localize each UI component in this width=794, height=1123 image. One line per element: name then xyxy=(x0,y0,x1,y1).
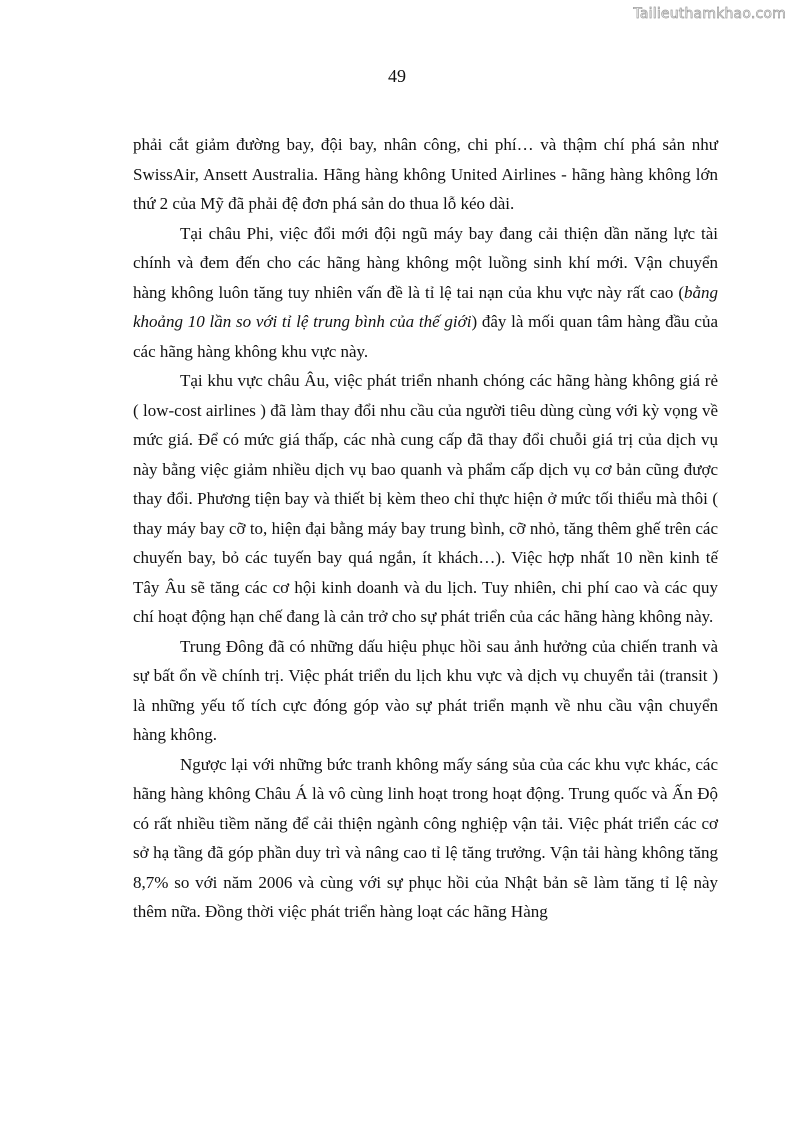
page-number: 49 xyxy=(388,66,406,86)
watermark-text: Tailieuthamkhao.com xyxy=(633,6,786,22)
paragraph-1: phải cắt giảm đường bay, đội bay, nhân công, chi phí… và thậm chí phá sản như SwissAir, Ansett Australia. Hãng hàng không United Airlines - hãng hàng không lớn thứ 2 của Mỹ đã phải đệ đơn phá sản do thua lỗ kéo dài. xyxy=(133,135,718,213)
paragraph-2-text-a: Tại châu Phi, việc đổi mới đội ngũ máy bay đang cải thiện dần năng lực tài chính và đem đến cho các hãng hàng không một luồng sinh khí mới. Vận chuyển hàng không luôn tăng tuy nhiên vấn đề là tỉ lệ tai nạn của khu vực này rất cao ( xyxy=(133,223,718,302)
paragraph-5: Ngược lại với những bức tranh không mấy sáng sủa của các khu vực khác, các hãng hàng không Châu Á là vô cùng linh hoạt trong hoạt động. Trung quốc và Ấn Độ có rất nhiều tiềm năng để cải thiện ngành công nghiệp vận tải. Việc phát triển các cơ sở hạ tầng đã góp phần duy trì và nâng cao tỉ lệ tăng trưởng. Vận tải hàng không tăng 8,7% so với năm 2006 và cùng với sự phục hồi của Nhật bản sẽ làm tăng tỉ lệ này thêm nữa. Đồng thời việc phát triển hàng loạt các hãng Hàng xyxy=(133,754,718,921)
paragraph-3: Tại khu vực châu Âu, việc phát triển nhanh chóng các hãng hàng không giá rẻ ( low-cost airlines ) đã làm thay đổi nhu cầu của người tiêu dùng cùng với kỳ vọng về mức giá. Để có mức giá thấp, các nhà cung cấp đã thay đổi chuỗi giá trị của dịch vụ này bằng việc giảm nhiều dịch vụ bao quanh và phẩm cấp dịch vụ cơ bản cũng được thay đổi. Phương tiện bay và thiết bị kèm theo chỉ thực hiện ở mức tối thiểu mà thôi ( thay máy bay cỡ to, hiện đại bằng máy bay trung bình, cỡ nhỏ, tăng thêm ghế trên các chuyến bay, bỏ các tuyến bay quá ngắn, ít khách…). Việc hợp nhất 10 nền kinh tế Tây Âu sẽ tăng các cơ hội kinh doanh và du lịch. Tuy nhiên, chi phí cao và các quy chí hoạt động hạn chế đang là cản trở cho sự phát triển của các hãng hàng không này. xyxy=(133,371,718,626)
paragraph-2-italic-text: bằng khoảng 10 lần so với tỉ lệ trung bình của thế giới xyxy=(133,282,718,331)
document-body xyxy=(133,130,718,927)
paragraph-4: Trung Đông đã có những dấu hiệu phục hồi sau ảnh hưởng của chiến tranh và sự bất ổn về chính trị. Việc phát triển du lịch khu vực và dịch vụ chuyển tải (transit ) là những yếu tố tích cực đóng góp vào sự phát triển mạnh về nhu cầu vận chuyển hàng không. xyxy=(133,636,718,744)
paragraph-2-text-c: ) đây là mối quan tâm hàng đầu của các hãng hàng không khu vực này. xyxy=(133,312,718,361)
paragraph-2 xyxy=(133,219,718,367)
